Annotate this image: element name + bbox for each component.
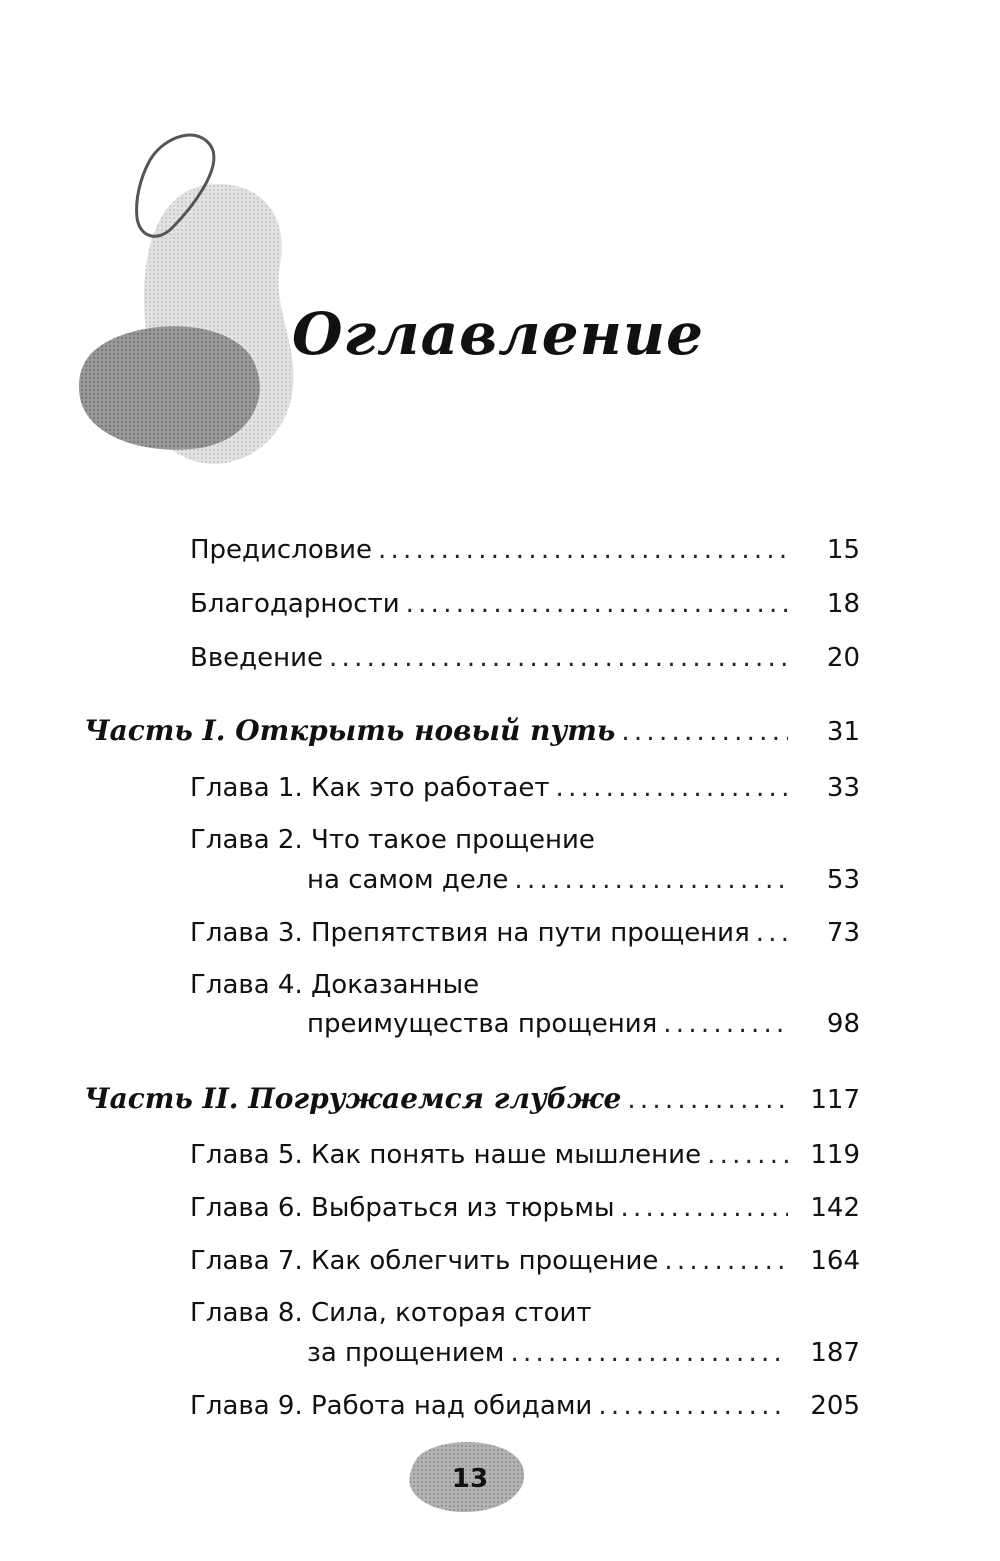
page-title: Оглавление [292,300,704,368]
toc-part-label: Часть II. Погружаемся глубже [84,1082,622,1115]
toc-entry-label: Введение [190,643,324,673]
toc-entry-thanks[interactable] [190,589,860,619]
dot-leader [663,1009,788,1039]
toc-part-2[interactable] [84,1082,860,1115]
toc-entry-label: Благодарности [190,589,400,619]
toc-entry-page: 15 [826,535,860,565]
toc-entry-label: Глава 3. Препятствия на пути прощения [190,918,750,948]
dot-leader [756,918,788,948]
toc-entry-page: 187 [810,1338,860,1368]
toc-entry-chapter-2[interactable] [307,865,860,895]
toc-entry-page: 73 [826,918,860,948]
toc-entry-page: 205 [810,1391,860,1421]
toc-entry-chapter-4-line1[interactable]: Глава 4. Доказанные [190,970,480,1000]
toc-entry-intro[interactable] [190,643,860,673]
dot-leader [621,1193,789,1223]
toc-entry-page: 98 [826,1009,860,1039]
toc-entry-page: 119 [810,1140,860,1170]
toc-entry-page: 18 [826,589,860,619]
toc-part-label: Часть I. Открыть новый путь [84,714,616,747]
toc-entry-page: 117 [810,1085,860,1115]
toc-entry-label: Глава 5. Как понять наше мышление [190,1140,702,1170]
dot-leader [378,535,788,565]
dot-leader [514,865,788,895]
dark-blob-shape [79,326,260,449]
dot-leader [406,589,788,619]
dot-leader [621,717,788,747]
dot-leader [664,1246,788,1276]
toc-part-1[interactable] [84,714,860,747]
page-number: 13 [451,1464,489,1494]
toc-entry-chapter-9[interactable] [190,1391,860,1421]
toc-entry-chapter-1[interactable] [190,773,860,803]
dot-leader [707,1140,788,1170]
toc-entry-chapter-8[interactable] [307,1338,860,1368]
dot-leader [627,1085,788,1115]
toc-entry-chapter-3[interactable] [190,918,860,948]
dot-leader [556,773,788,803]
dot-leader [329,643,788,673]
toc-entry-page: 20 [826,643,860,673]
toc-entry-chapter-6[interactable] [190,1193,860,1223]
toc-entry-page: 31 [826,717,860,747]
toc-entry-label: Глава 7. Как облегчить прощение [190,1246,659,1276]
toc-entry-page: 33 [826,773,860,803]
toc-entry-chapter-5[interactable] [190,1140,860,1170]
dot-leader [598,1391,788,1421]
toc-entry-chapter-7[interactable] [190,1246,860,1276]
toc-entry-label: Предисловие [190,535,372,565]
toc-entry-preface[interactable] [190,535,860,565]
toc-entry-chapter-2-line1[interactable]: Глава 2. Что такое прощение [190,825,595,855]
toc-entry-label: Глава 9. Работа над обидами [190,1391,593,1421]
toc-entry-page: 142 [810,1193,860,1223]
toc-entry-label: Глава 1. Как это работает [190,773,550,803]
toc-entry-label: Глава 6. Выбраться из тюрьмы [190,1193,615,1223]
toc-entry-chapter-8-line1[interactable]: Глава 8. Сила, которая стоит [190,1298,592,1328]
toc-entry-chapter-4[interactable] [307,1009,860,1039]
toc-entry-page: 164 [810,1246,860,1276]
toc-entry-label: преимущества прощения [307,1009,658,1039]
toc-entry-label: на самом деле [307,865,509,895]
toc-entry-page: 53 [826,865,860,895]
toc-entry-label: за прощением [307,1338,505,1368]
dot-leader [510,1338,788,1368]
